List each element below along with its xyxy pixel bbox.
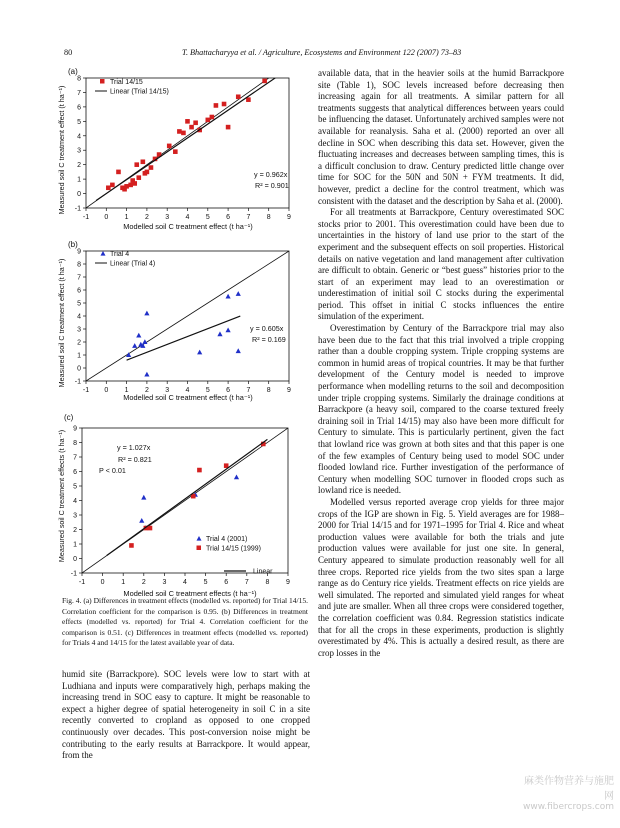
p-value-c: P < 0.01 — [99, 466, 126, 475]
x-tick-label: 9 — [287, 387, 291, 394]
y-tick-label: 0 — [73, 556, 77, 563]
watermark — [518, 772, 614, 812]
x-tick-label: 0 — [100, 579, 105, 586]
y-tick-label: 9 — [73, 425, 77, 433]
x-tick-label: 4 — [183, 579, 187, 586]
y-tick-label: 6 — [77, 287, 81, 295]
x-tick-label: -1 — [78, 579, 86, 586]
data-point — [141, 159, 146, 164]
data-point — [144, 311, 149, 316]
data-point — [234, 475, 239, 480]
y-tick-label: 6 — [77, 104, 81, 112]
legend-marker-trial-14-15-1999 — [197, 546, 202, 551]
x-tick-label: 0 — [104, 387, 109, 394]
legend-marker-trial-4-2001 — [197, 536, 202, 541]
r2-a: R² = 0.901 — [255, 181, 289, 190]
data-point — [149, 165, 154, 170]
x-tick-label: 2 — [144, 214, 149, 221]
y-tick-label: 4 — [77, 313, 81, 321]
y-tick-label: 5 — [77, 300, 81, 308]
x-tick-label: 6 — [226, 214, 231, 221]
x-tick-label: 8 — [266, 387, 271, 394]
data-point — [110, 183, 115, 188]
data-point — [136, 333, 141, 338]
r2-b: R² = 0.169 — [252, 335, 286, 344]
data-point — [132, 343, 137, 348]
chart-b — [54, 237, 312, 405]
y-tick-label: 1 — [77, 352, 81, 360]
y-tick-label: 3 — [77, 326, 81, 334]
data-point — [210, 115, 215, 120]
panel-label-b: (b) — [68, 240, 78, 249]
y-tick-label: 7 — [77, 274, 81, 282]
legend-c — [197, 536, 274, 576]
y-tick-label: 3 — [77, 147, 81, 155]
x-tick-label: 9 — [287, 214, 291, 221]
x-axis-label-a: Modelled soil C treatment effect (t ha⁻¹) — [123, 222, 253, 231]
legend-marker-trial-4 — [101, 251, 106, 256]
x-tick-label: 5 — [205, 214, 210, 221]
data-point — [144, 372, 149, 377]
equation-c: y = 1.027x — [117, 443, 151, 452]
data-point — [124, 184, 129, 189]
watermark-line-2: www.fibercrops.com — [523, 802, 614, 812]
legend-b — [95, 251, 155, 268]
legend-a — [95, 79, 169, 96]
data-point — [129, 543, 134, 548]
x-tick-label: 5 — [203, 579, 208, 586]
y-tick-label: 3 — [73, 512, 77, 520]
y-tick-label: -1 — [74, 378, 81, 386]
data-point — [145, 170, 150, 175]
y-tick-label: 2 — [73, 527, 77, 534]
legend-label-linear-c: Linear — [253, 568, 273, 576]
y-axis-label-a: Measured soil C treatment effect (t ha⁻¹) — [57, 85, 66, 215]
equation-a: y = 0.962x — [254, 170, 288, 179]
data-point — [236, 348, 241, 353]
x-tick-label: 1 — [121, 579, 126, 586]
figure-caption: Fig. 4. (a) Differences in treatment effects (modelled vs. reported) for Trial 14/15. Correlation coefficient for the comparison is 0.95. (b) Differences in treatment effects (modelled vs. reported) for Trial 4. Correlation coefficient for the comparison is 0.51. (c) Differences in treatment effects (modelled vs. reported) for Trials 4 and 14/15 for the latest available year of data. — [62, 596, 308, 647]
x-tick-label: 0 — [104, 214, 109, 221]
data-point — [197, 350, 202, 355]
one-to-one-line — [86, 251, 289, 381]
y-tick-label: 2 — [77, 339, 81, 347]
r2-c: R² = 0.821 — [118, 455, 152, 464]
plot-area-a — [75, 75, 291, 221]
x-tick-label: 8 — [265, 579, 270, 586]
y-axis-label-c: Measured soil C treatment effects (t ha⁻¹) — [57, 429, 66, 563]
y-axis-label-b: Measured soil C treatment effect (t ha⁻¹) — [57, 258, 66, 388]
y-tick-label: 8 — [73, 440, 77, 447]
data-point — [173, 149, 178, 154]
x-tick-label: 2 — [141, 579, 146, 586]
data-point — [226, 125, 231, 130]
data-point — [226, 294, 231, 299]
x-tick-label: 6 — [224, 579, 229, 586]
data-point — [222, 102, 227, 107]
x-tick-label: 7 — [246, 214, 251, 221]
y-tick-label: 5 — [77, 118, 81, 126]
data-point — [139, 518, 144, 523]
x-tick-label: 7 — [246, 387, 251, 394]
left-column-body-text: humid site (Barrackpore). SOC levels were low to start with at Ludhiana and inputs were comparatively high, perhaps making the increasing trend in SOC easy to capture. It might be reasonable to expect a higher degree of spatial heterogeneity in soil C in a site recently converted to cropland as opposed to one cropped continuously over decades. This post-conversion noise might be contributing to the early results at Barrackpore. It would appear, from the — [62, 669, 310, 761]
legend-label-trial-14-15-1999: Trial 14/15 (1999) — [206, 545, 261, 553]
x-tick-label: 7 — [244, 579, 249, 586]
panel-label-c: (c) — [64, 413, 74, 422]
y-tick-label: -1 — [74, 205, 81, 213]
x-tick-label: 2 — [144, 387, 149, 394]
y-tick-label: 1 — [77, 176, 81, 184]
data-point — [128, 183, 133, 188]
right-column-body — [318, 68, 564, 659]
y-tick-label: 4 — [73, 498, 77, 505]
y-tick-label: 7 — [77, 89, 81, 97]
data-point — [141, 495, 146, 500]
x-tick-label: 3 — [165, 387, 170, 394]
data-point — [236, 291, 241, 296]
x-tick-label: 5 — [205, 387, 210, 394]
data-point — [181, 131, 186, 136]
figure-4 — [54, 64, 312, 605]
paragraph: available data, that in the heavier soils at the humid Barrackpore site (Table 1), SOC levels increased before decreasing then increasing again for all treatments. A similar pattern for all treatments suggests that analytical differences between years could be influencing the dataset. Unfortunately archived samples were not available for reanalysis. Saha et al. (2000) reported an over all decline in SOC when describing this data set. However, given the fluctuating increases and decreases between sampling times, this is a difficult conclusion to draw. Century predicted little change over time for SOC for the 50N and 50N + FYM treatments. It did, however, predict a decline for the control treatment, which was consistent with the dataset and the description by Saha et al. (2000). — [318, 68, 564, 206]
legend-label-trial-4: Trial 4 — [110, 251, 130, 258]
y-tick-label: 9 — [77, 248, 81, 256]
running-header — [64, 48, 560, 60]
equation-b: y = 0.605x — [250, 324, 284, 333]
trend-line — [127, 316, 241, 360]
paragraph: Overestimation by Century of the Barrackpore trial may also have been due to the fact that this trial involved a triple cropping rather than a double cropping system. Triple cropping systems are common in humid areas of tropical countries. It may be that further development of the Century model is needed to improve performance when modelling returns to the soil and decomposition under triple cropping systems. Similarly the drainage conditions at Barrackpore (a heavy soil, compared to the coarse textured freely draining soil in Trial 14/15) may also have been more difficult for Century to simulate. This is particularly pertinent, given the fact that lowland rice was grown at both sites and that this paper is one of the few examples of Century being used to model SOC under flooded lowland rice. Further investigation of the performance of Century when modelling SOC turnover in flooded crops such as lowland rice is needed. — [318, 323, 564, 496]
data-point — [262, 79, 267, 84]
data-point — [116, 170, 121, 175]
panel-label-a: (a) — [68, 67, 78, 76]
paragraph: Modelled versus reported average crop yields for three major crops of the IGP are shown in Fig. 5. Yield averages are for 1988–2000 for Trial 14/15 and for 1971–1995 for Trial 4. Rice and wheat production values were available for both the trials and jute production values were available for just one site. In general, Century appeared to simulate production reasonably well for all three crops. Reported rice yields from the two sites span a large range as do Century rice yields. Treatment effects on rice yields are well simulated. The reported and simulated yield ranges for wheat and jute are smaller. When all three crops were considered together, the correlation coefficient was 0.84. Regression statistics indicate that for all the crops in these experiments, production is slightly overestimated by 4%. This is actually a desired result, as there are crop losses in the — [318, 496, 564, 658]
x-axis-label-c: Modelled soil C treatment effects (t ha⁻¹) — [123, 589, 257, 598]
y-tick-label: 6 — [73, 469, 77, 476]
x-tick-label: -1 — [82, 387, 90, 394]
x-tick-label: 4 — [185, 387, 190, 394]
y-tick-label: 5 — [73, 483, 77, 491]
y-tick-label: 1 — [73, 541, 77, 549]
x-tick-label: 1 — [124, 387, 129, 394]
x-axis-label-b: Modelled soil C treatment effect (t ha⁻¹) — [123, 393, 253, 402]
legend-label-trial-4-2001: Trial 4 (2001) — [206, 536, 248, 543]
data-point — [106, 185, 111, 190]
plot-area-b — [75, 249, 291, 395]
data-point — [217, 331, 222, 336]
chart-a — [54, 64, 312, 232]
data-point — [226, 328, 231, 333]
x-tick-label: 9 — [286, 579, 290, 586]
plot-area-c — [71, 426, 290, 587]
data-point — [185, 119, 190, 124]
legend-label-linear-b: Linear (Trial 4) — [110, 260, 156, 268]
y-tick-label: -1 — [70, 570, 77, 578]
y-tick-label: 8 — [77, 75, 81, 83]
legend-label-linear-a: Linear (Trial 14/15) — [110, 88, 169, 96]
data-point — [167, 144, 172, 149]
x-tick-label: 6 — [226, 387, 231, 394]
data-point — [206, 118, 211, 123]
y-tick-label: 2 — [77, 162, 81, 170]
data-point — [193, 120, 198, 125]
data-point — [136, 175, 141, 180]
page-number: 80 — [64, 48, 73, 57]
data-point — [134, 162, 139, 167]
data-point — [132, 181, 137, 186]
chart-c — [54, 410, 312, 600]
x-tick-label: 1 — [124, 214, 129, 221]
data-point — [197, 468, 202, 473]
y-tick-label: 0 — [77, 365, 81, 373]
x-tick-label: 4 — [185, 214, 190, 221]
x-tick-label: 3 — [162, 579, 167, 586]
watermark-line-1: 麻类作物营养与施肥网 — [524, 776, 614, 802]
journal-citation: T. Bhattacharyya et al. / Agriculture, Ecosystems and Environment 122 (2007) 73–83 — [182, 48, 462, 57]
data-point — [177, 129, 182, 134]
data-point — [142, 339, 147, 344]
y-tick-label: 4 — [77, 133, 81, 141]
x-tick-label: 3 — [165, 214, 170, 221]
data-point — [236, 94, 241, 99]
legend-marker-trial-14-15 — [100, 79, 105, 84]
x-tick-label: 8 — [266, 214, 271, 221]
data-point — [189, 125, 194, 130]
data-point — [148, 526, 153, 531]
x-tick-label: -1 — [82, 214, 90, 221]
data-point — [214, 103, 219, 108]
y-tick-label: 8 — [77, 261, 81, 269]
y-tick-label: 0 — [77, 191, 81, 199]
y-tick-label: 7 — [73, 454, 77, 462]
legend-label-trial-14-15: Trial 14/15 — [110, 79, 143, 86]
paragraph: For all treatments at Barrackpore, Century overestimated SOC stocks prior to 2001. This overestimation could have been due to uncertainties in the history of land use prior to the start of the experiment and the subsequent effects on soil properties. Historical details on native vegetation and land management after cultivation are difficult to obtain. Generic or “best guess” histories prior to the start of an experiment may lead to an overestimation or underestimation of initial soil C stocks during the experimental period. This offset in initial C stocks influences the entire simulation of the experiment. — [318, 207, 564, 322]
